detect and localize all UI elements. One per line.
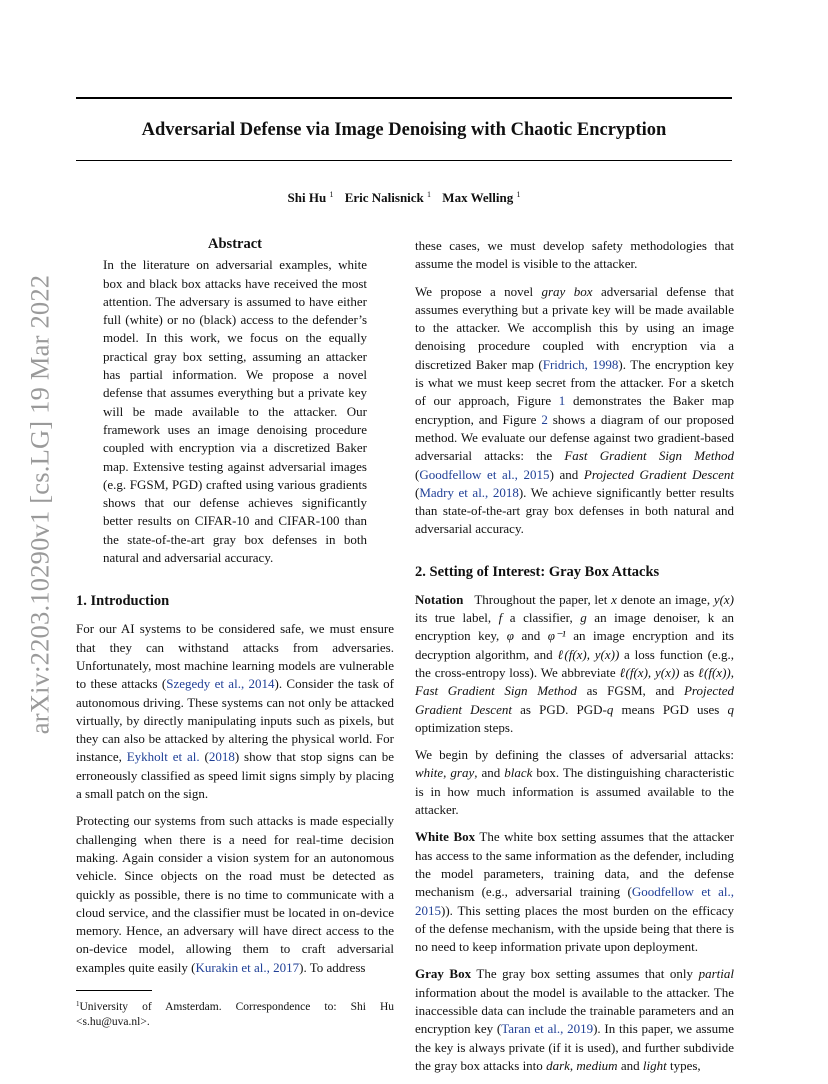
right-column: [415, 237, 734, 1084]
intro-paragraph-continued: these cases, we must develop safety methodologies that assume the model is visible to the attacker.: [415, 238, 734, 272]
citation-link[interactable]: Fridrich, 1998: [542, 356, 619, 372]
author-affiliation-mark: 1: [516, 190, 521, 199]
citation-link[interactable]: Goodfellow et al., 2015: [419, 466, 550, 482]
author: [288, 190, 334, 205]
author-name: Max Welling: [442, 190, 514, 205]
citation-link[interactable]: Kurakin et al., 2017: [195, 959, 300, 975]
intro-paragraph-3: We propose a novel gray box adversarial defense that assumes everything but a private key will be made available to the attacker. We accomplish this by using an image denoising procedure coupled with encryption via a discretized Baker map (Fridrich, 1998). The encryption key is what we must keep secret from the attacker. For a sketch of our approach, Figure 1 demonstrates the Baker map encryption, and Figure 2 shows a diagram of our proposed method. We evaluate our defense against two gradient-based adversarial attacks: the Fast Gradient Sign Method (Goodfellow et al., 2015) and Projected Gradient Descent (Madry et al., 2018). We achieve significantly better results than state-of-the-art gray box defenses in both natural and adversarial accuracy.: [415, 283, 735, 537]
footnote-rule: [76, 990, 152, 991]
figure-reference-link[interactable]: 2: [541, 411, 548, 427]
notation-paragraph: Notation Throughout the paper, let x denote an image, y(x) its true label, f a classifier, g an image denoiser, k an encryption key, φ and φ⁻¹ an image encryption and its decryption algorithm, and ℓ(f(x), y(x)) a loss function (e.g., the cross-entropy loss). We abbreviate ℓ(f(x), y(x)) as ℓ(f(x)), Fast Gradient Sign Method as FGSM, and Projected Gradient Descent as PGD. PGD-q means PGD uses q optimization steps.: [415, 591, 735, 735]
author-list: [76, 190, 732, 206]
author-affiliation-mark: 1: [427, 190, 432, 199]
author-affiliation-mark: 1: [329, 190, 334, 199]
citation-link[interactable]: Taran et al., 2019: [501, 1021, 594, 1037]
citation-link[interactable]: Eykholt et al.: [126, 749, 200, 765]
intro-paragraph-1: For our AI systems to be considered safe, we must ensure that they can withstand attacks from adversaries. Unfortunately, most machine learning models are vulnerable to these attacks (Szegedy et al., 2014). Consider the task of autonomous driving. These systems can not only be attacked virtually, by directly manipulating inputs such as pixels, but they can also be attacked by altering the physical world. For instance, Eykholt et al. (2018) show that stop signs can be erroneously classified as speed limit signs simply by placing a small patch on the sign.: [76, 621, 395, 802]
abstract-section: [76, 235, 394, 567]
citation-link[interactable]: Szegedy et al., 2014: [166, 676, 275, 692]
intro-paragraph-2: Protecting our systems from such attacks is made especially challenging when there is a need for real-time decision making. Again consider a vision system for an autonomous vehicle. Since objects on the road must be detected as quickly as possible, there is no time to communicate with a cloud service, and the classifier must be located in on-device memory. Hence, an adversary will have direct access to the on-device model, allowing them to craft adversarial examples quite easily (Kurakin et al., 2017). To address: [76, 813, 394, 975]
arxiv-identifier-stamp: [10, 274, 70, 735]
author: [442, 190, 520, 205]
notation-run-in-heading: Notation: [415, 591, 464, 607]
citation-link[interactable]: Goodfellow et al., 2015: [415, 884, 734, 918]
title-bottom-rule: [76, 160, 732, 161]
white-box-run-in-heading: White Box: [415, 829, 476, 845]
white-box-paragraph: White Box The white box setting assumes that the attacker has access to the same information as the defender, including the model parameters, training data, and the defense mechanism (e.g., adversarial training (Goodfellow et al., 2015)). This setting places the most burden on the efficacy of the defense mechanism, with the upside being that there is no need to keep information private upon deployment.: [415, 829, 734, 955]
citation-link[interactable]: 2018: [208, 749, 235, 765]
author-name: Eric Nalisnick: [344, 190, 424, 205]
footnote-text: University of Amsterdam. Correspondence to: Shi Hu <s.hu@uva.nl>.: [76, 1000, 394, 1028]
section-2-heading: 2. Setting of Interest: Gray Box Attacks: [415, 563, 660, 580]
figure-reference-link[interactable]: 1: [558, 393, 566, 409]
author-name: Shi Hu: [287, 190, 327, 205]
gray-box-paragraph: Gray Box The gray box setting assumes that only partial information about the model is available to the attacker. The inaccessible data can include the trainable parameters and an encryption key (Taran et al., 2019). In this paper, we assume the key is always private (if it is used), and further subdivide the gray box attacks into dark, medium and light types,: [415, 966, 734, 1073]
footnote: [76, 997, 394, 1030]
footnote-mark: 1: [76, 999, 80, 1008]
left-column: [76, 235, 394, 1030]
abstract-text: In the literature on adversarial examples, white box and black box attacks have received the most attention. The adversary is assumed to have either full (white) or no (black) access to the defender’s model. In this work, we focus on the equally practical gray box setting, assuming an attacker has partial information. We propose a novel defense that assumes everything but a private key will be made available to the attacker. Our framework uses an image denoising procedure coupled with encryption via a discretized Baker map. Extensive testing against adversarial images (e.g. FGSM, PGD) crafted using various gradients shows that our defense achieves significantly better results on CIFAR-10 and CIFAR-100 than the state-of-the-art gray box defenses in both natural and adversarial accuracy.: [103, 257, 367, 566]
gray-box-run-in-heading: Gray Box: [415, 966, 472, 982]
citation-link[interactable]: Madry et al., 2018: [419, 484, 519, 500]
attack-classes-paragraph: We begin by defining the classes of adversarial attacks: white, gray, and black box. The distinguishing characteristic is in how much information is assumed available to the attacker.: [415, 747, 734, 818]
arxiv-identifier-text: arXiv:2203.10290v1 [cs.LG] 19 Mar 2022: [24, 274, 55, 735]
introduction-heading: 1. Introduction: [76, 593, 170, 610]
paper-title: Adversarial Defense via Image Denoising with Chaotic Encryption: [141, 120, 667, 140]
author: [345, 190, 431, 205]
title-top-rule: [76, 97, 732, 99]
abstract-heading: Abstract: [208, 236, 262, 252]
